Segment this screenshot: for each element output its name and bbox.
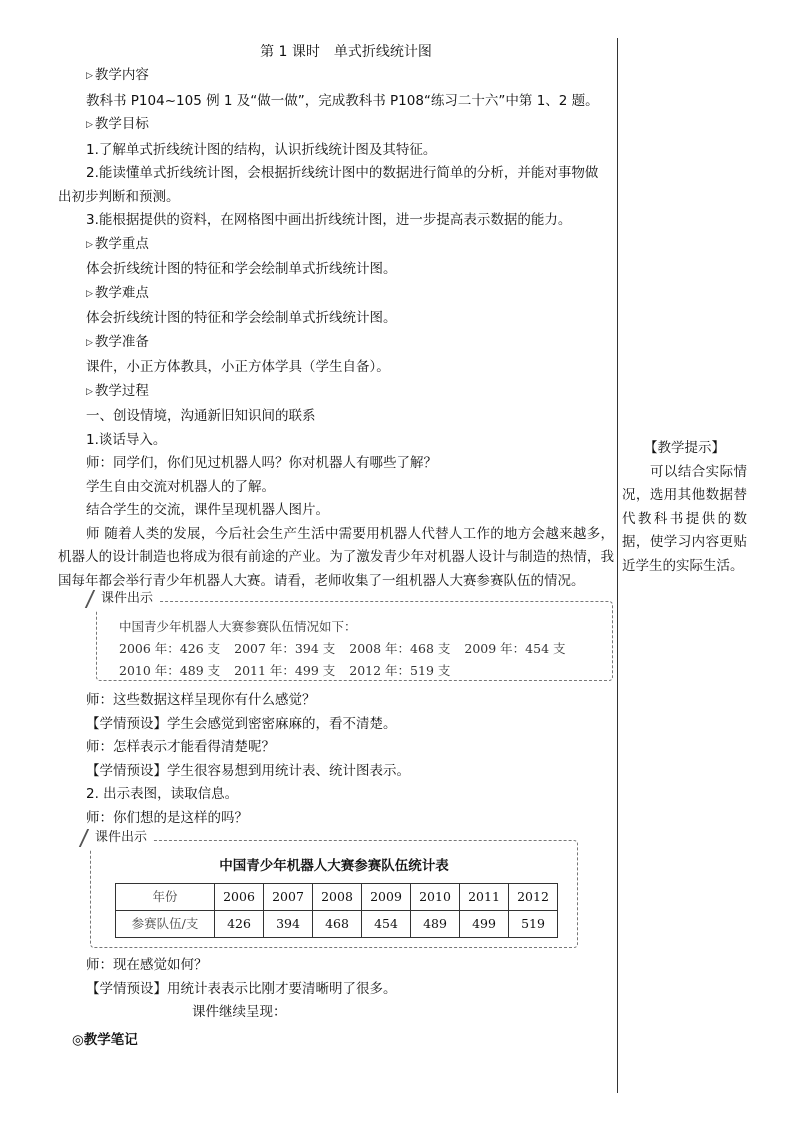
year-cell: 2007 (264, 884, 313, 911)
step-1: 一、创设情境，沟通新旧知识间的联系 (86, 408, 316, 424)
question-1: 师：这些数据这样呈现你有什么感觉？ (86, 692, 316, 708)
question-4: 师：现在感觉如何？ (86, 957, 208, 973)
section-heading-process: ▷ 教学过程 (58, 380, 614, 406)
year-cell: 2008 (313, 884, 362, 911)
lesson-title: 第 1 课时 单式折线统计图 (260, 44, 432, 60)
table-row (116, 911, 558, 938)
row-header: 参赛队伍/支 (116, 911, 215, 938)
step-1-1: 1.谈话导入。 (86, 431, 167, 448)
courseware-1-row-1 (119, 638, 580, 660)
row-header: 年份 (116, 884, 215, 911)
continue-line: 课件继续呈现： (192, 1004, 287, 1020)
teams-cell: 489 (411, 911, 460, 938)
section-heading-goals: ▷ 教学目标 (58, 113, 614, 139)
stats-table (115, 883, 558, 938)
data-item: 2007 年：394 支 (234, 641, 336, 656)
table-row (116, 884, 558, 911)
preset-tag: 【学情预设】 (86, 980, 167, 997)
main-column (58, 40, 614, 1025)
courseware-1-text (119, 616, 580, 682)
content-text: 教科书 P104~105 例 1 及“做一做”，完成教科书 P108“练习二十六”中第 1、2 题。 (86, 92, 599, 109)
year-cell: 2009 (362, 884, 411, 911)
goal-1: 1.了解单式折线统计图的结构，认识折线统计图及其特征。 (86, 141, 437, 158)
preset-tag: 【学情预设】 (86, 715, 167, 732)
year-cell: 2006 (215, 884, 264, 911)
answer-4: 【学情预设】用统计表表示比刚才要清晰明了很多。 (86, 980, 397, 997)
section-heading-content: ▷ 教学内容 (58, 64, 614, 90)
teacher-line-1: 师：同学们，你们见过机器人吗？你对机器人有哪些了解？ (86, 455, 437, 471)
prep-text: 课件，小正方体教具，小正方体学具（学生自备）。 (86, 359, 390, 375)
data-item: 2011 年：499 支 (234, 663, 336, 678)
teacher-paragraph: 师 随着人类的发展，今后社会生产生活中需要用机器人代替人工作的地方会越来越多，机器人的设计制造也将成为很有前途的产业。为了激发青少年对机器人设计与制造的热情，我国每年都会举行青少年机器人大赛。请看，老师收集了一组机器人大赛参赛队伍的情况。 (58, 525, 614, 589)
data-item: 2010 年：489 支 (119, 663, 221, 678)
tip-body: 可以结合实际情况，选用其他数据替代教科书提供的数据，使学习内容更贴近学生的实际生活。 (622, 463, 747, 574)
courseware-1-intro: 中国青少年机器人大赛参赛队伍情况如下： (119, 619, 357, 634)
courseware-tab: 课件出示 (87, 588, 159, 610)
triangle-icon: ▷ (86, 71, 93, 81)
teams-cell: 394 (264, 911, 313, 938)
data-item: 2012 年：519 支 (349, 663, 451, 678)
teams-cell: 468 (313, 911, 362, 938)
answer-2: 【学情预设】学生很容易想到用统计表、统计图表示。 (86, 762, 410, 779)
teaching-notes-label: ◎教学笔记 (72, 1032, 138, 1048)
triangle-icon: ▷ (86, 337, 93, 348)
triangle-icon: ▷ (86, 120, 93, 130)
goal-3: 3.能根据提供的资料，在网格图中画出折线统计图，进一步提高表示数据的能力。 (86, 212, 572, 228)
triangle-icon: ▷ (86, 386, 93, 397)
preset-tag: 【学情预设】 (86, 762, 167, 779)
question-3: 师：你们想的是这样的吗？ (86, 809, 248, 826)
section-heading-key: ▷ 教学重点 (58, 233, 614, 259)
question-2: 师：怎样表示才能看得清楚呢？ (86, 739, 275, 755)
data-item: 2006 年：426 支 (119, 641, 221, 656)
step-1-2: 2. 出示表图，读取信息。 (86, 786, 239, 802)
difficulty-text: 体会折线统计图的特征和学会绘制单式折线统计图。 (86, 310, 397, 326)
column-divider (617, 38, 618, 1093)
teams-cell: 519 (509, 911, 558, 938)
triangle-icon: ▷ (86, 239, 93, 250)
teams-cell: 426 (215, 911, 264, 938)
triangle-icon: ▷ (86, 288, 93, 299)
data-item: 2008 年：468 支 (349, 641, 451, 656)
year-cell: 2011 (460, 884, 509, 911)
goal-2-cont: 出初步判断和预测。 (58, 188, 180, 205)
courseware-1-row-2 (119, 660, 580, 682)
teams-cell: 499 (460, 911, 509, 938)
courseware-box-1 (96, 591, 613, 681)
courseware-line: 结合学生的交流，课件呈现机器人图片。 (86, 502, 329, 518)
courseware-tab: 课件出示 (81, 827, 153, 849)
section-heading-difficulty: ▷ 教学难点 (58, 282, 614, 308)
year-cell: 2012 (509, 884, 558, 911)
teaching-tip-sidebar (622, 437, 747, 578)
section-heading-prep: ▷ 教学准备 (58, 331, 614, 357)
table-title: 中国青少年机器人大赛参赛队伍统计表 (219, 858, 449, 874)
student-line-1: 学生自由交流对机器人的了解。 (86, 478, 275, 495)
year-cell: 2010 (411, 884, 460, 911)
tip-title: 【教学提示】 (644, 440, 725, 456)
key-text: 体会折线统计图的特征和学会绘制单式折线统计图。 (86, 261, 397, 277)
courseware-box-2 (90, 830, 578, 948)
goal-2: 2.能读懂单式折线统计图，会根据折线统计图中的数据进行简单的分析，并能对事物做 (86, 165, 599, 181)
teams-cell: 454 (362, 911, 411, 938)
answer-1: 【学情预设】学生会感觉到密密麻麻的，看不清楚。 (86, 715, 397, 732)
data-item: 2009 年：454 支 (464, 641, 566, 656)
